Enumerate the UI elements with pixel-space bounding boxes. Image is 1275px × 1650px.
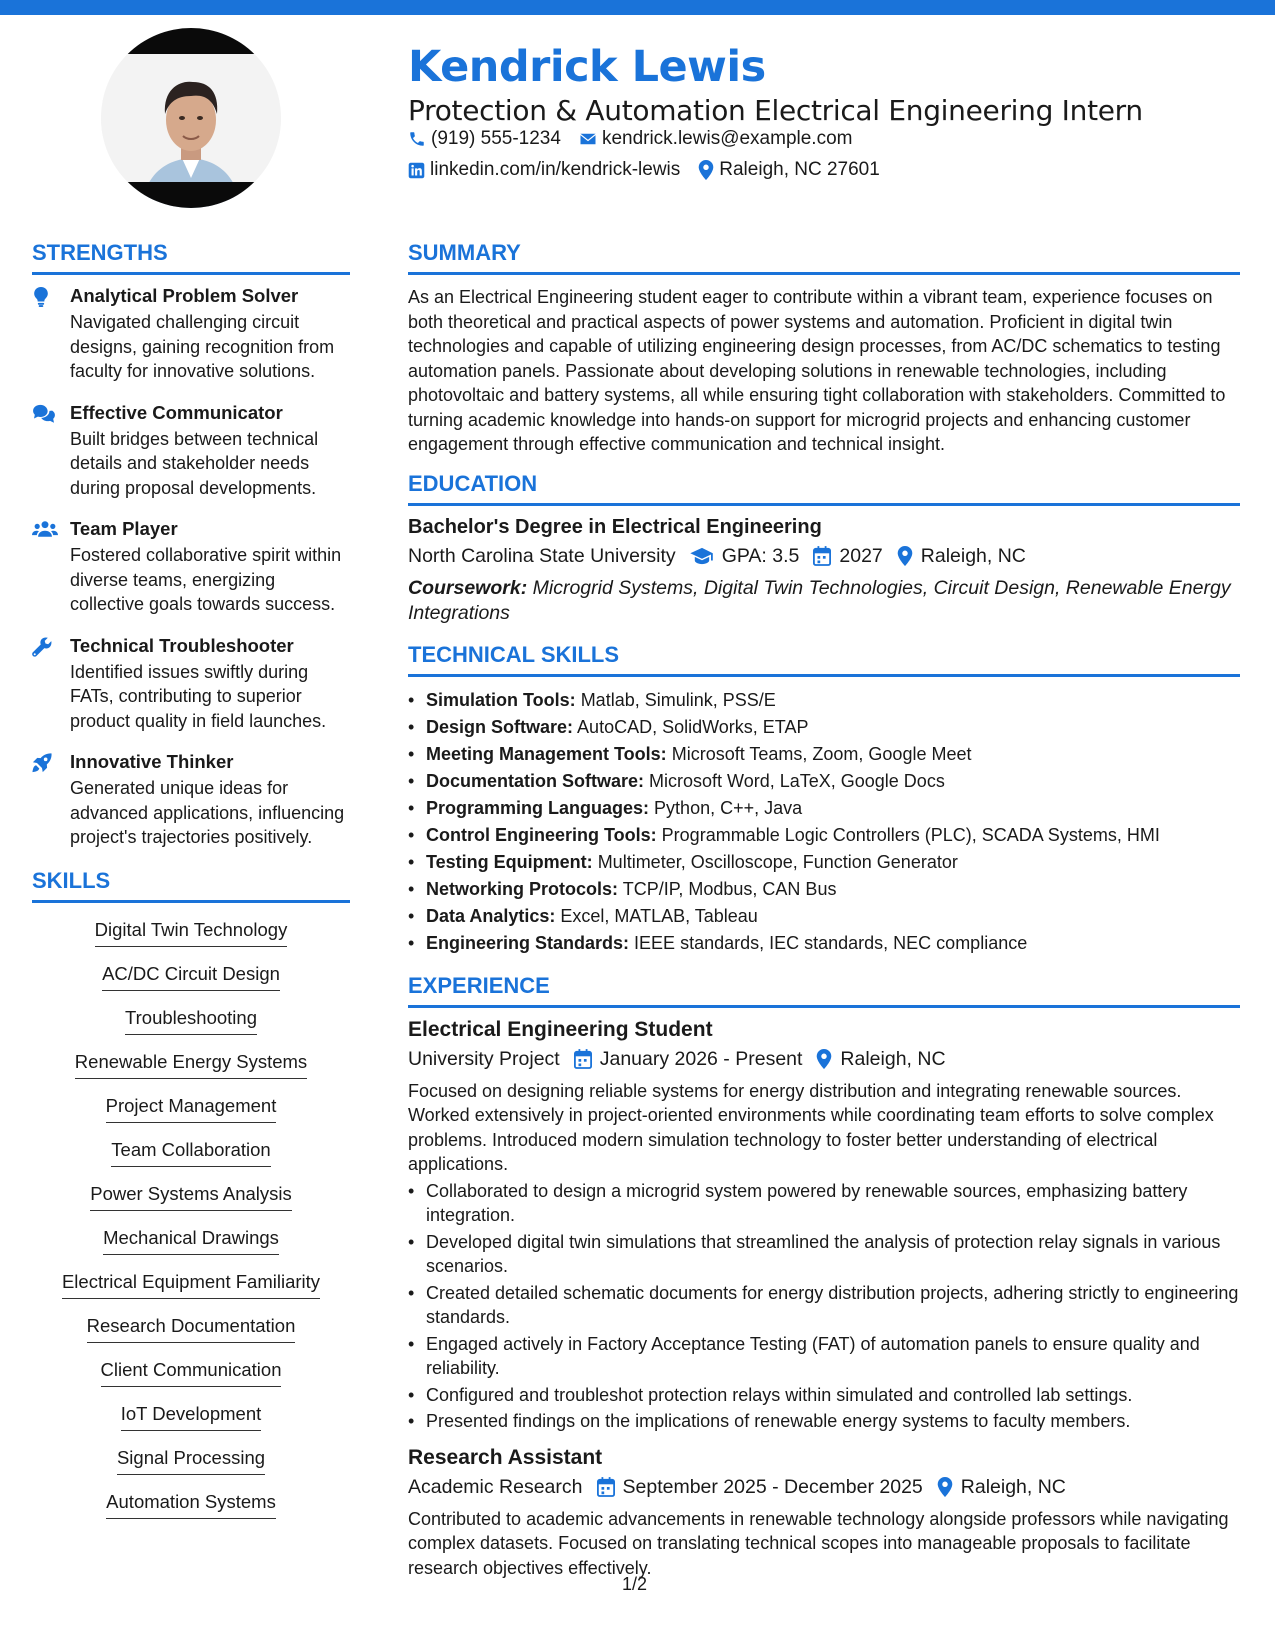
strength-desc: Navigated challenging circuit designs, gaining recognition from faculty for innovative solutions. [70, 312, 335, 381]
tech-skill-item: • Engineering Standards: IEEE standards, IEC standards, NEC compliance [408, 930, 1240, 957]
strength-desc: Identified issues swiftly during FATs, contributing to superior product quality in field launches. [70, 661, 327, 731]
calendar-icon [574, 1049, 592, 1069]
summary-text: As an Electrical Engineering student eager to contribute within a vibrant team, experience focuses on both theoretical and practical aspects of power systems and automation. Proficient in digital twin technologies and capable of utilizing engineering design processes, from AC/DC schematics to testing automation panels. Passionate about developing solutions in renewable technologies, including photovoltaic and battery systems, all while ensuring tight collaboration with stakeholders. Committed to turning academic knowledge into hands-on support for microgrid projects and enhancing customer engagement through effective communication and technical insight. [408, 287, 1226, 454]
job-bullet: • Engaged actively in Factory Acceptance Testing (FAT) of automation panels to ensure quality and reliability. [408, 1332, 1240, 1381]
skill-item: AC/DC Circuit Design [102, 963, 280, 991]
tech-skill-item: • Testing Equipment: Multimeter, Oscilloscope, Function Generator [408, 849, 1240, 876]
tech-skill-item: • Documentation Software: Microsoft Word, LaTeX, Google Docs [408, 768, 1240, 795]
skill-item: Research Documentation [87, 1315, 296, 1343]
job-bullets [408, 1179, 1240, 1434]
right-column [408, 240, 1240, 1580]
job-meta [408, 1048, 1240, 1071]
skill-item: Digital Twin Technology [95, 919, 288, 947]
map-pin-icon [698, 160, 714, 180]
skill-item: Troubleshooting [125, 1007, 257, 1035]
users-icon [32, 520, 58, 538]
skill-item: Mechanical Drawings [103, 1227, 279, 1255]
year-item: 2027 [813, 545, 882, 568]
graduation-cap-icon [690, 547, 714, 565]
tech-skill-item: • Programming Languages: Python, C++, Java [408, 795, 1240, 822]
candidate-name: Kendrick Lewis [408, 42, 766, 92]
contact-row-1 [408, 128, 870, 150]
profile-photo [101, 28, 281, 208]
technical-skills-list [408, 687, 1240, 957]
strength-title: Analytical Problem Solver [70, 285, 299, 306]
strength-title: Effective Communicator [70, 401, 283, 423]
strength-title: Technical Troubleshooter [70, 634, 294, 656]
envelope-icon [579, 130, 597, 148]
profile-photo-illustration [101, 28, 281, 208]
email-text: kendrick.lewis@example.com [601, 128, 853, 149]
job-dates: January 2026 - Present [574, 1048, 803, 1071]
calendar-icon [597, 1477, 615, 1497]
tech-skill-item: • Meeting Management Tools: Microsoft Teams, Zoom, Google Meet [408, 741, 1240, 768]
strength-desc: Generated unique ideas for advanced applications, influencing project's trajectories positively. [70, 778, 345, 847]
job-bullet: • Collaborated to design a microgrid system powered by renewable sources, emphasizing battery integration. [408, 1179, 1240, 1228]
job-title: Research Assistant [408, 1445, 603, 1469]
linkedin-icon [408, 162, 425, 179]
job-bullet: • Configured and troubleshot protection relays within simulated and controlled lab settings. [408, 1383, 1240, 1408]
tech-skill-item: • Design Software: AutoCAD, SolidWorks, ETAP [408, 714, 1240, 741]
location-text: Raleigh, NC 27601 [719, 159, 880, 180]
phone-item[interactable] [408, 128, 561, 150]
phone-text: (919) 555-1234 [431, 128, 561, 149]
tech-skill-item: • Data Analytics: Excel, MATLAB, Tableau [408, 903, 1240, 930]
strength-desc: Fostered collaborative spirit within diverse teams, energizing collective goals towards success. [70, 545, 342, 614]
page-number: 1/2 [622, 1574, 648, 1594]
wrench-icon [32, 637, 52, 657]
photo-band-bottom [101, 182, 281, 208]
strength-item [32, 635, 350, 734]
job-bullet: • Created detailed schematic documents for energy distribution projects, adhering strictly to engineering standards. [408, 1281, 1240, 1330]
gpa-item: GPA: 3.5 [690, 545, 800, 568]
location-item [698, 159, 880, 181]
school-name: North Carolina State University [408, 544, 676, 567]
photo-band-top [101, 28, 281, 54]
strength-item [32, 402, 350, 501]
job-bullet: • Developed digital twin simulations that streamlined the analysis of protection relay signals in various scenarios. [408, 1230, 1240, 1279]
skill-item: IoT Development [121, 1403, 262, 1431]
job-bullet: • Presented findings on the implications of renewable energy systems to faculty members. [408, 1409, 1240, 1434]
linkedin-item[interactable] [408, 159, 680, 181]
edu-location-item: Raleigh, NC [897, 545, 1026, 568]
technical-skills-heading: TECHNICAL SKILLS [408, 642, 1240, 677]
map-pin-icon [937, 1477, 953, 1497]
job-entry [408, 1446, 1240, 1581]
left-column [32, 240, 350, 1535]
skill-item: Project Management [106, 1095, 277, 1123]
skills-heading: SKILLS [32, 868, 350, 903]
rocket-icon [32, 753, 52, 773]
contact-row-2 [408, 159, 898, 181]
calendar-icon [813, 546, 831, 566]
strength-title: Innovative Thinker [70, 751, 234, 772]
job-summary: Contributed to academic advancements in renewable technology alongside professors while navigating complex datasets. Focused on translating technical scopes into manageable proposals to facilitate research objectives effectively. [408, 1508, 1229, 1578]
tech-skill-item: • Control Engineering Tools: Programmable Logic Controllers (PLC), SCADA Systems, HMI [408, 822, 1240, 849]
skill-item: Electrical Equipment Familiarity [62, 1271, 320, 1299]
email-item[interactable] [579, 128, 853, 150]
job-dates: September 2025 - December 2025 [597, 1476, 923, 1499]
skill-item: Client Communication [101, 1359, 282, 1387]
skill-item: Automation Systems [106, 1491, 276, 1519]
education-heading: EDUCATION [408, 471, 1240, 506]
job-org: University Project [408, 1047, 560, 1070]
strength-item [32, 518, 350, 617]
skill-item: Team Collaboration [111, 1139, 270, 1167]
tech-skill-item: • Simulation Tools: Matlab, Simulink, PSS/E [408, 687, 1240, 714]
strength-item [32, 285, 350, 384]
lightbulb-icon [32, 287, 50, 307]
job-location: Raleigh, NC [816, 1048, 945, 1071]
job-org: Academic Research [408, 1475, 583, 1498]
skills-list [32, 919, 350, 1535]
education-meta [408, 545, 1240, 568]
map-pin-icon [816, 1049, 832, 1069]
tech-skill-item: • Networking Protocols: TCP/IP, Modbus, CAN Bus [408, 876, 1240, 903]
candidate-title: Protection & Automation Electrical Engineering Intern [408, 94, 1143, 127]
job-title: Electrical Engineering Student [408, 1017, 713, 1041]
map-pin-icon [897, 546, 913, 566]
degree-title: Bachelor's Degree in Electrical Engineering [408, 515, 822, 538]
skill-item: Signal Processing [117, 1447, 265, 1475]
linkedin-text: linkedin.com/in/kendrick-lewis [430, 159, 681, 180]
skill-item: Power Systems Analysis [90, 1183, 292, 1211]
job-meta [408, 1476, 1240, 1499]
job-summary: Focused on designing reliable systems for energy distribution and integrating renewable sources. Worked extensively in project-oriented environments while coordinating team efforts to solve complex problems. Introduced modern simulation technology to foster better understanding of electrical applications. [408, 1080, 1214, 1174]
skill-item: Renewable Energy Systems [75, 1051, 307, 1079]
phone-icon [408, 130, 426, 148]
strength-title: Team Player [70, 518, 178, 539]
coursework: Coursework: Microgrid Systems, Digital Twin Technologies, Circuit Design, Renewable Energy Integrations [408, 576, 1231, 624]
summary-heading: SUMMARY [408, 240, 1240, 275]
comments-icon [32, 404, 56, 424]
experience-heading: EXPERIENCE [408, 973, 1240, 1008]
top-accent-bar [0, 0, 1275, 15]
strengths-heading: STRENGTHS [32, 240, 350, 275]
strength-desc: Built bridges between technical details and stakeholder needs during proposal developments. [70, 428, 319, 498]
job-entry [408, 1018, 1240, 1434]
job-location: Raleigh, NC [937, 1476, 1066, 1499]
strength-item [32, 751, 350, 850]
